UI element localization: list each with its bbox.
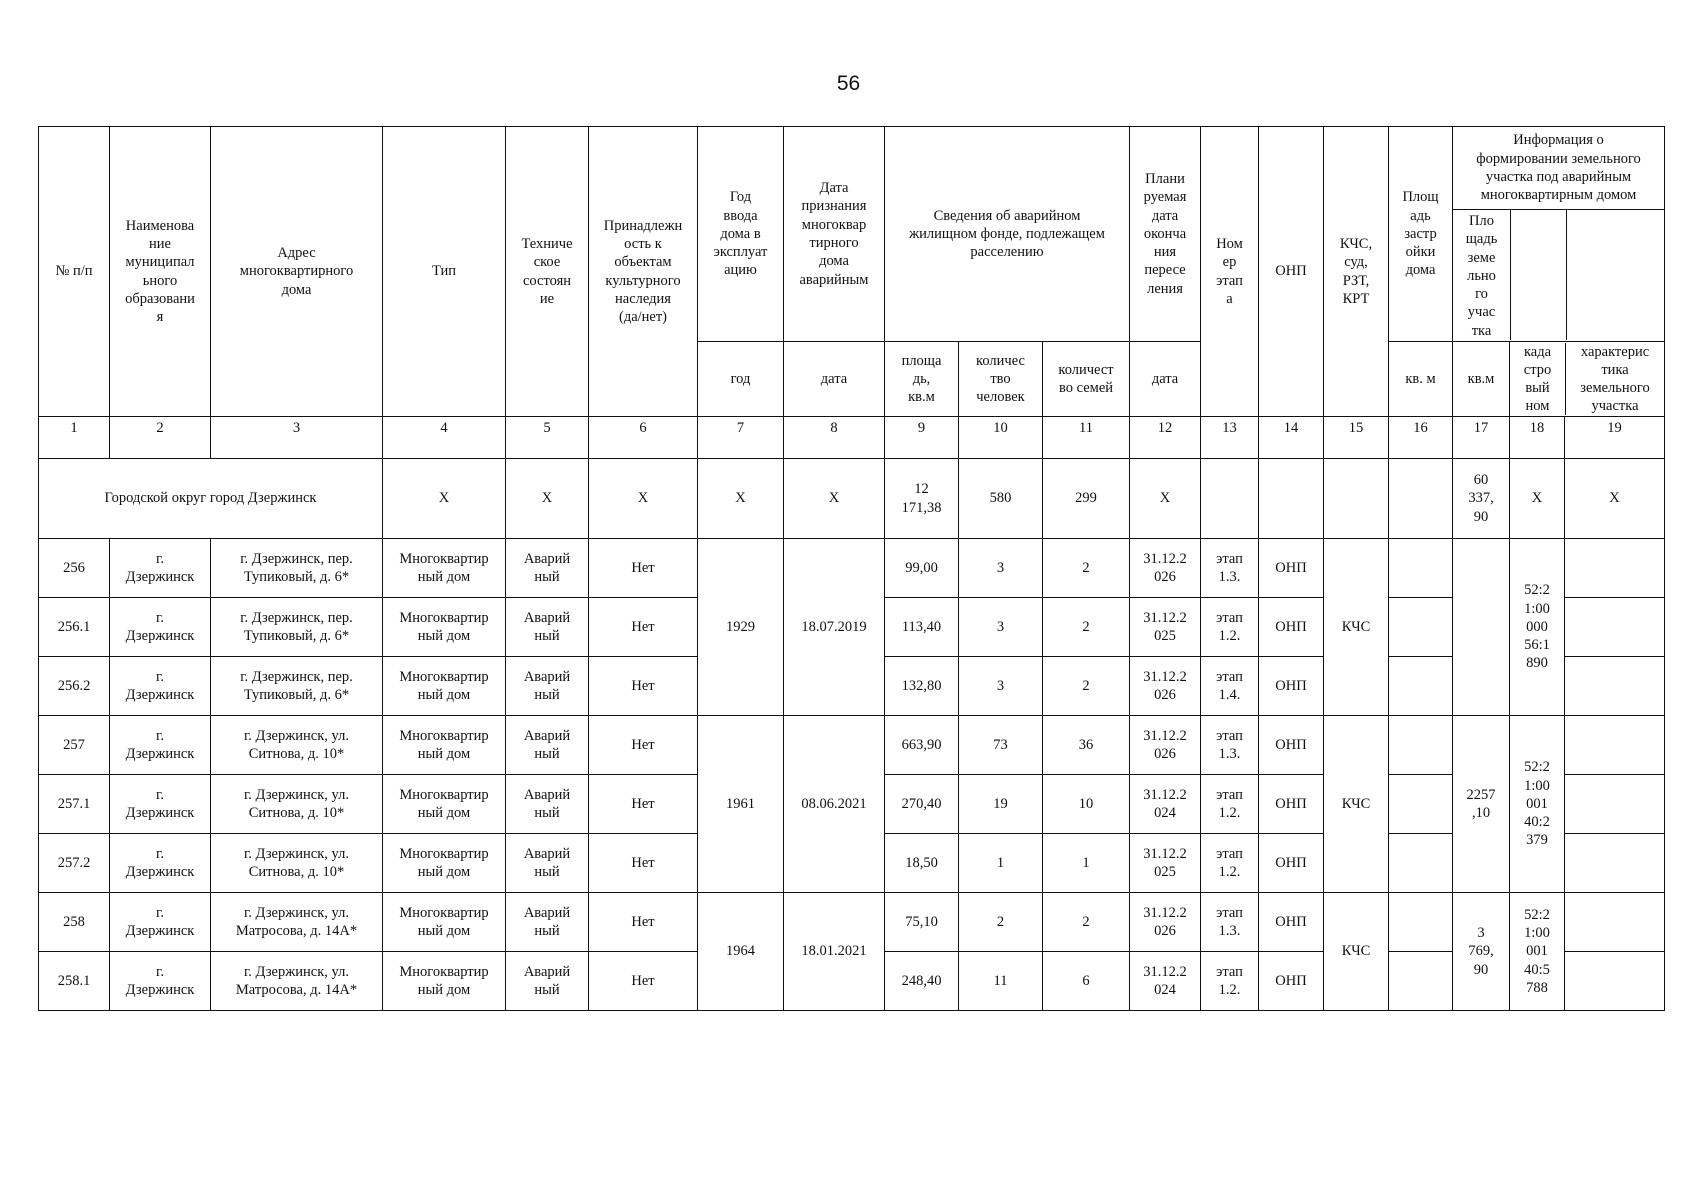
row-state: Аварий ный <box>506 657 589 716</box>
total-families: 299 <box>1043 459 1130 539</box>
row-num: 256.1 <box>39 598 110 657</box>
row-people: 11 <box>959 952 1043 1011</box>
row-type: Многоквартир ный дом <box>383 775 506 834</box>
header-kchs: КЧС, суд, РЗТ, КРТ <box>1324 127 1389 417</box>
row-built-area <box>1389 834 1453 893</box>
row-people: 73 <box>959 716 1043 775</box>
row-type: Многоквартир ный дом <box>383 539 506 598</box>
table-row <box>39 893 1665 952</box>
column-number: 2 <box>110 417 211 459</box>
subheader-area: площа дь, кв.м <box>885 342 959 417</box>
row-num: 257 <box>39 716 110 775</box>
row-built-area <box>1389 775 1453 834</box>
row-built-area <box>1389 539 1453 598</box>
row-onp: ОНП <box>1259 598 1324 657</box>
group-cadastral: 52:2 1:00 001 40:5 788 <box>1510 893 1565 1011</box>
row-heritage: Нет <box>589 598 698 657</box>
column-number: 7 <box>698 417 784 459</box>
header-row-main <box>39 127 1665 342</box>
column-number: 14 <box>1259 417 1324 459</box>
row-planned-date: 31.12.2 026 <box>1130 657 1201 716</box>
total-cadastral: Х <box>1510 459 1565 539</box>
subheader-people: количес тво человек <box>959 342 1043 417</box>
header-onp: ОНП <box>1259 127 1324 417</box>
row-land-char <box>1565 775 1665 834</box>
header-land-info-group <box>1453 127 1665 342</box>
header-stage: Ном ер этап а <box>1201 127 1259 417</box>
row-heritage: Нет <box>589 539 698 598</box>
row-type: Многоквартир ный дом <box>383 657 506 716</box>
row-people: 2 <box>959 893 1043 952</box>
row-area: 663,90 <box>885 716 959 775</box>
group-year: 1929 <box>698 539 784 716</box>
group-year: 1961 <box>698 716 784 893</box>
row-heritage: Нет <box>589 952 698 1011</box>
row-planned-date: 31.12.2 025 <box>1130 834 1201 893</box>
row-num: 258.1 <box>39 952 110 1011</box>
subheader-year: год <box>698 342 784 417</box>
group-recognition-date: 18.01.2021 <box>784 893 885 1011</box>
row-stage: этап 1.3. <box>1201 716 1259 775</box>
row-address: г. Дзержинск, ул. Ситнова, д. 10* <box>211 775 383 834</box>
row-people: 3 <box>959 657 1043 716</box>
row-address: г. Дзержинск, пер. Тупиковый, д. 6* <box>211 539 383 598</box>
total-planned-date: Х <box>1130 459 1201 539</box>
row-municipality: г. Дзержинск <box>110 834 211 893</box>
row-land-char <box>1565 598 1665 657</box>
group-land-area: 2257 ,10 <box>1453 716 1510 893</box>
row-address: г. Дзержинск, ул. Ситнова, д. 10* <box>211 834 383 893</box>
row-built-area <box>1389 598 1453 657</box>
row-planned-date: 31.12.2 025 <box>1130 598 1201 657</box>
row-land-char <box>1565 952 1665 1011</box>
row-planned-date: 31.12.2 024 <box>1130 775 1201 834</box>
column-number: 12 <box>1130 417 1201 459</box>
row-families: 6 <box>1043 952 1130 1011</box>
header-planned-date: Плани руемая дата оконча ния пересе ления <box>1130 127 1201 342</box>
row-address: г. Дзержинск, ул. Матросова, д. 14А* <box>211 952 383 1011</box>
page-number: 56 <box>836 72 861 95</box>
total-label: Городской округ город Дзержинск <box>39 459 383 539</box>
row-area: 248,40 <box>885 952 959 1011</box>
row-municipality: г. Дзержинск <box>110 775 211 834</box>
subheader-planned-date: дата <box>1130 342 1201 417</box>
total-stage <box>1201 459 1259 539</box>
row-type: Многоквартир ный дом <box>383 598 506 657</box>
row-families: 2 <box>1043 893 1130 952</box>
subheader-families: количест во семей <box>1043 342 1130 417</box>
subheader-date: дата <box>784 342 885 417</box>
row-type: Многоквартир ный дом <box>383 893 506 952</box>
row-heritage: Нет <box>589 657 698 716</box>
group-recognition-date: 08.06.2021 <box>784 716 885 893</box>
row-area: 113,40 <box>885 598 959 657</box>
row-address: г. Дзержинск, ул. Ситнова, д. 10* <box>211 716 383 775</box>
row-land-char <box>1565 834 1665 893</box>
header-recognition-date: Дата признания многоквар тирного дома аварийным <box>784 127 885 342</box>
group-kchs: КЧС <box>1324 716 1389 893</box>
row-area: 18,50 <box>885 834 959 893</box>
total-year: Х <box>698 459 784 539</box>
column-number: 4 <box>383 417 506 459</box>
row-state: Аварий ный <box>506 598 589 657</box>
row-people: 19 <box>959 775 1043 834</box>
row-heritage: Нет <box>589 775 698 834</box>
row-onp: ОНП <box>1259 952 1324 1011</box>
total-type: Х <box>383 459 506 539</box>
row-num: 256.2 <box>39 657 110 716</box>
column-number-row <box>39 417 1665 459</box>
row-onp: ОНП <box>1259 716 1324 775</box>
header-year: Год ввода дома в эксплуат ацию <box>698 127 784 342</box>
total-row <box>39 459 1665 539</box>
group-kchs: КЧС <box>1324 893 1389 1011</box>
row-state: Аварий ный <box>506 893 589 952</box>
total-people: 580 <box>959 459 1043 539</box>
row-land-char <box>1565 716 1665 775</box>
header-land-info: Информация о формировании земельного участка под аварийным многоквартирным домом <box>1453 127 1664 210</box>
row-num: 257.1 <box>39 775 110 834</box>
column-number: 19 <box>1565 417 1665 459</box>
row-families: 36 <box>1043 716 1130 775</box>
row-built-area <box>1389 952 1453 1011</box>
row-area: 75,10 <box>885 893 959 952</box>
header-built-area: Площ адь застр ойки дома <box>1389 127 1453 342</box>
row-built-area <box>1389 716 1453 775</box>
subheader-cadastral-char <box>1510 342 1665 417</box>
row-planned-date: 31.12.2 026 <box>1130 893 1201 952</box>
group-cadastral: 52:2 1:00 000 56:1 890 <box>1510 539 1565 716</box>
row-families: 2 <box>1043 657 1130 716</box>
row-heritage: Нет <box>589 716 698 775</box>
subheader-land-area-unit: кв.м <box>1453 342 1510 417</box>
column-number: 18 <box>1510 417 1565 459</box>
row-people: 3 <box>959 598 1043 657</box>
header-land-char: характерис тика земельного участка <box>1580 343 1650 415</box>
row-onp: ОНП <box>1259 834 1324 893</box>
row-stage: этап 1.2. <box>1201 952 1259 1011</box>
column-number: 9 <box>885 417 959 459</box>
total-state: Х <box>506 459 589 539</box>
row-heritage: Нет <box>589 893 698 952</box>
row-stage: этап 1.2. <box>1201 775 1259 834</box>
row-area: 132,80 <box>885 657 959 716</box>
row-built-area <box>1389 893 1453 952</box>
column-number: 3 <box>211 417 383 459</box>
row-onp: ОНП <box>1259 775 1324 834</box>
row-area: 270,40 <box>885 775 959 834</box>
row-municipality: г. Дзержинск <box>110 893 211 952</box>
table-row <box>39 539 1665 598</box>
row-land-char <box>1565 893 1665 952</box>
column-number: 10 <box>959 417 1043 459</box>
column-number: 8 <box>784 417 885 459</box>
column-number: 1 <box>39 417 110 459</box>
row-families: 2 <box>1043 598 1130 657</box>
row-built-area <box>1389 657 1453 716</box>
row-people: 3 <box>959 539 1043 598</box>
header-municipality: Наименова ние муниципал ьного образовани я <box>110 127 211 417</box>
row-state: Аварий ный <box>506 834 589 893</box>
row-heritage: Нет <box>589 834 698 893</box>
column-number: 6 <box>589 417 698 459</box>
row-address: г. Дзержинск, ул. Матросова, д. 14А* <box>211 893 383 952</box>
row-type: Многоквартир ный дом <box>383 834 506 893</box>
row-land-char <box>1565 539 1665 598</box>
subheader-built-area-unit: кв. м <box>1389 342 1453 417</box>
row-stage: этап 1.4. <box>1201 657 1259 716</box>
row-stage: этап 1.2. <box>1201 834 1259 893</box>
row-planned-date: 31.12.2 026 <box>1130 716 1201 775</box>
total-land-char: Х <box>1565 459 1665 539</box>
group-year: 1964 <box>698 893 784 1011</box>
row-address: г. Дзержинск, пер. Тупиковый, д. 6* <box>211 657 383 716</box>
header-heritage: Принадлежн ость к объектам культурного наследия (да/нет) <box>589 127 698 417</box>
row-municipality: г. Дзержинск <box>110 716 211 775</box>
row-area: 99,00 <box>885 539 959 598</box>
row-people: 1 <box>959 834 1043 893</box>
row-state: Аварий ный <box>506 952 589 1011</box>
column-number: 15 <box>1324 417 1389 459</box>
column-number: 5 <box>506 417 589 459</box>
row-onp: ОНП <box>1259 893 1324 952</box>
table-row <box>39 716 1665 775</box>
group-kchs: КЧС <box>1324 539 1389 716</box>
row-land-char <box>1565 657 1665 716</box>
header-tech-state: Техниче ское состоян ие <box>506 127 589 417</box>
row-state: Аварий ный <box>506 716 589 775</box>
header-housing-info: Сведения об аварийном жилищном фонде, подлежащем расселению <box>885 127 1130 342</box>
header-land-char-top <box>1567 210 1664 340</box>
row-municipality: г. Дзержинск <box>110 657 211 716</box>
row-type: Многоквартир ный дом <box>383 716 506 775</box>
emergency-housing-table <box>38 126 1665 1011</box>
header-num: № п/п <box>39 127 110 417</box>
group-recognition-date: 18.07.2019 <box>784 539 885 716</box>
row-municipality: г. Дзержинск <box>110 598 211 657</box>
row-stage: этап 1.3. <box>1201 539 1259 598</box>
row-planned-date: 31.12.2 024 <box>1130 952 1201 1011</box>
row-state: Аварий ный <box>506 539 589 598</box>
column-number: 17 <box>1453 417 1510 459</box>
total-area: 12 171,38 <box>885 459 959 539</box>
total-built-area <box>1389 459 1453 539</box>
header-type: Тип <box>383 127 506 417</box>
row-num: 257.2 <box>39 834 110 893</box>
total-land-area: 60 337, 90 <box>1453 459 1510 539</box>
group-land-area: 3 769, 90 <box>1453 893 1510 1011</box>
row-stage: этап 1.3. <box>1201 893 1259 952</box>
header-land-area: Пло щадь земе льно го учас тка <box>1453 210 1511 340</box>
row-families: 1 <box>1043 834 1130 893</box>
header-address: Адрес многоквартирного дома <box>211 127 383 417</box>
row-onp: ОНП <box>1259 657 1324 716</box>
row-families: 10 <box>1043 775 1130 834</box>
row-municipality: г. Дзержинск <box>110 539 211 598</box>
row-onp: ОНП <box>1259 539 1324 598</box>
row-num: 258 <box>39 893 110 952</box>
group-land-area <box>1453 539 1510 716</box>
total-heritage: Х <box>589 459 698 539</box>
row-state: Аварий ный <box>506 775 589 834</box>
header-cadastral-top <box>1511 210 1567 340</box>
group-cadastral: 52:2 1:00 001 40:2 379 <box>1510 716 1565 893</box>
row-num: 256 <box>39 539 110 598</box>
column-number: 13 <box>1201 417 1259 459</box>
total-onp <box>1259 459 1324 539</box>
row-type: Многоквартир ный дом <box>383 952 506 1011</box>
row-municipality: г. Дзержинск <box>110 952 211 1011</box>
total-kchs <box>1324 459 1389 539</box>
row-planned-date: 31.12.2 026 <box>1130 539 1201 598</box>
column-number: 11 <box>1043 417 1130 459</box>
row-address: г. Дзержинск, пер. Тупиковый, д. 6* <box>211 598 383 657</box>
column-number: 16 <box>1389 417 1453 459</box>
total-date: Х <box>784 459 885 539</box>
row-families: 2 <box>1043 539 1130 598</box>
row-stage: этап 1.2. <box>1201 598 1259 657</box>
header-cadastral: када стро вый ном <box>1510 343 1566 415</box>
